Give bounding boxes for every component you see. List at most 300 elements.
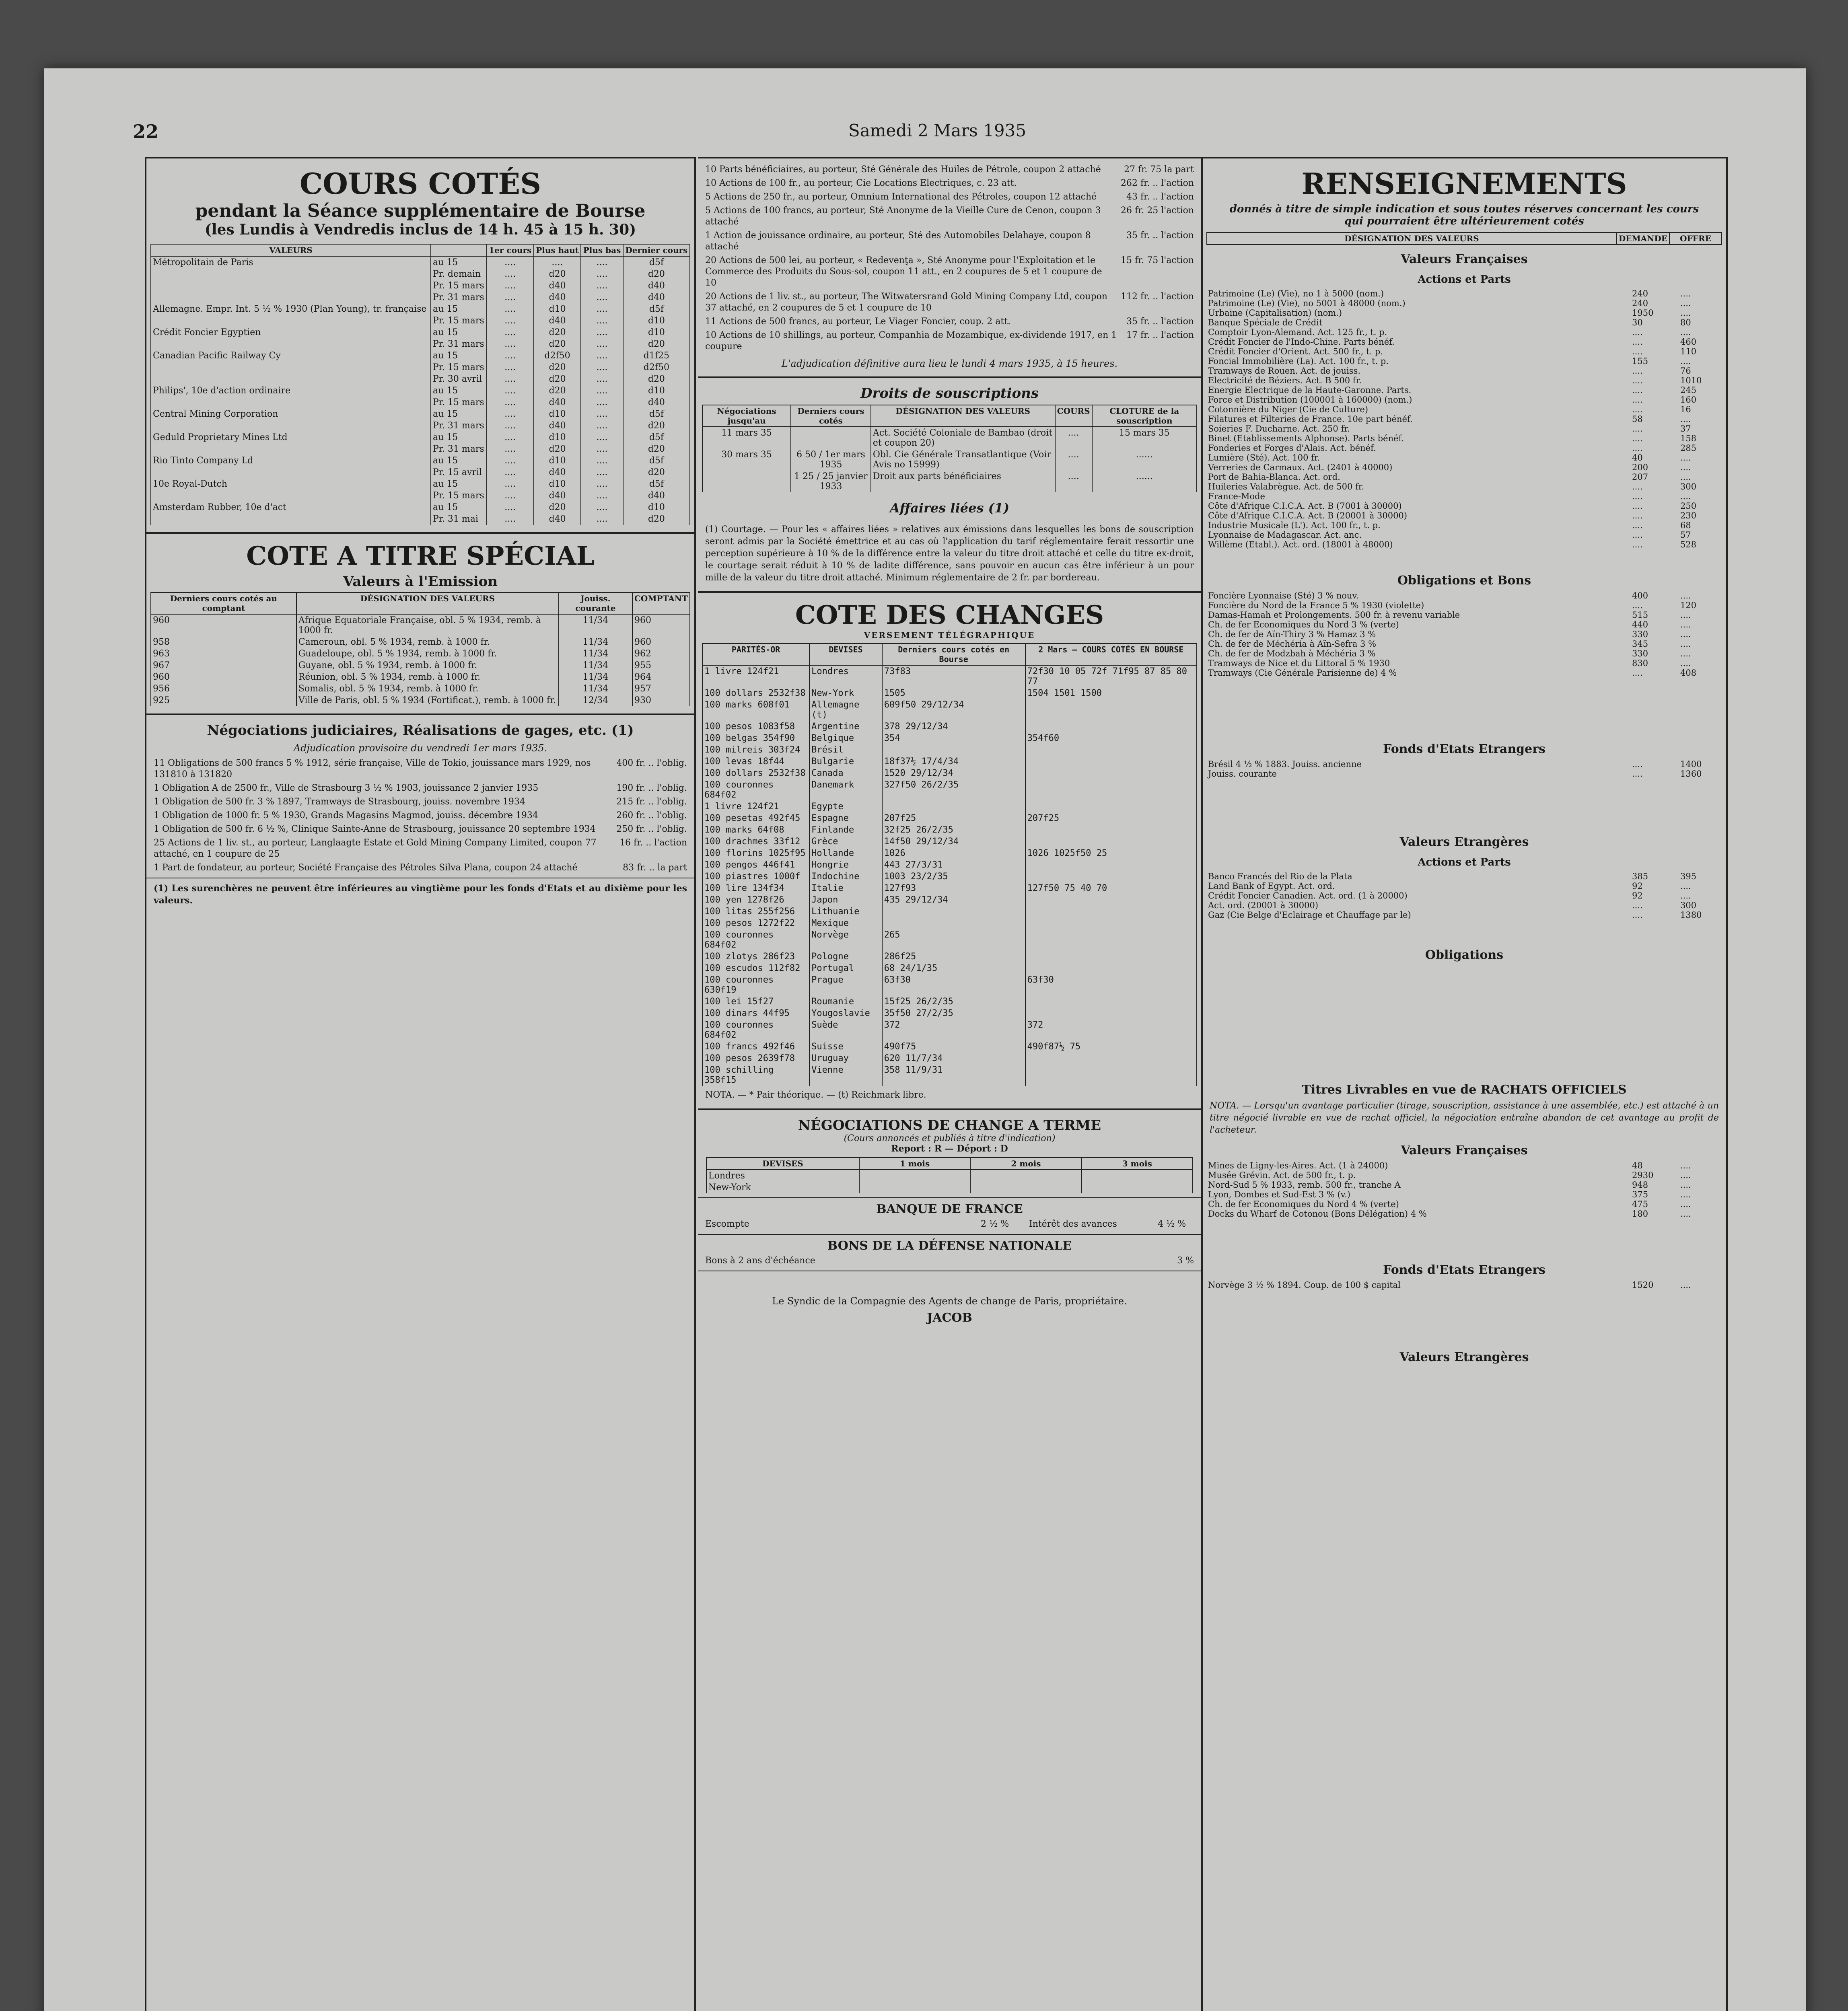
table-row [151,432,690,443]
demande-value: .... [1632,443,1643,453]
list-item [1202,1161,1726,1170]
cours-cotes-table [150,244,690,525]
demande-value: 330 [1632,649,1648,658]
table-cell [151,373,431,385]
offre-value: .... [1680,356,1691,366]
table-cell: 100 belgas 354f90 [702,732,809,744]
table-cell: Allemagne (t) [809,699,882,721]
table-cell: d5f [623,256,690,268]
table-cell: Pr. 15 mars [431,315,487,327]
table-cell: Bulgarie [809,756,882,767]
valeur-name: Ch. de fer de Méchéria à Aïn-Sefra 3 % [1208,639,1377,649]
table-cell: Pr. 31 mars [431,338,487,350]
table-cell: 1 livre 124f21 [702,665,809,687]
table-cell: 372 [882,1019,1025,1041]
banque-rates [705,1219,1194,1230]
table-cell: 265 [882,929,1025,951]
table-cell: Geduld Proprietary Mines Ltd [151,432,431,443]
valeur-name: Ch. de fer Economiques du Nord 4 % (verte) [1208,1199,1399,1209]
demande-value: .... [1632,482,1643,491]
lot-price: 190 fr. .. l'oblig. [616,783,687,793]
table-cell: .... [487,280,534,292]
list-item [1202,395,1726,405]
offre-value: .... [1680,1209,1691,1219]
table-cell: .... [581,443,623,455]
table-cell: Métropolitain de Paris [151,256,431,268]
table-cell: d40 [534,280,581,292]
offre-value: 120 [1680,600,1697,610]
table-cell: d10 [534,478,581,490]
offre-value: .... [1680,298,1691,308]
table-cell [970,1170,1081,1182]
table-cell: d10 [623,315,690,327]
table-cell: ...... [1092,471,1197,492]
table-cell: .... [581,455,623,467]
demande-value: .... [1632,530,1643,540]
offre-value: .... [1680,453,1691,463]
rachats-title: Titres Livrables en vue de RACHATS OFFICIELS [1302,1083,1627,1097]
demande-value: 345 [1632,639,1648,649]
table-cell: d2f50 [623,362,690,373]
table-cell: .... [581,420,623,432]
table-row [702,779,1197,801]
negociations-footnote: (1) Les surenchères ne peuvent être inférieures au vingtième pour les fonds d'Etats et au dixième pour les valeurs. [154,883,687,906]
offre-value: .... [1680,1190,1691,1199]
avances-label: Intérêt des avances [1029,1219,1117,1229]
table-cell [1025,767,1197,779]
table-cell: .... [581,373,623,385]
offre-value: .... [1680,308,1691,318]
table-row [151,373,690,385]
list-item [1202,769,1726,779]
demande-value: 2930 [1632,1170,1654,1180]
valeur-name: Mines de Ligny-les-Aires. Act. (1 à 24000) [1208,1161,1388,1170]
renseignements-fonds-list [1202,759,1726,779]
table-row [706,1170,1193,1182]
table-cell: .... [487,338,534,350]
column-header: Dernier cours [623,244,690,256]
table-cell: Pr. 30 avril [431,373,487,385]
table-row [151,614,690,636]
valeur-name: Binet (Etablissements Alphonse). Parts bénéf. [1208,434,1404,443]
valeur-name: Filatures et Filteries de France. 10e part bénéf. [1208,414,1413,424]
table-row [151,397,690,408]
table-cell: 930 [632,695,690,706]
table-cell [859,1170,970,1182]
sec-valeurs-etrangeres: Valeurs Etrangères [1399,835,1529,849]
table-row [151,648,690,660]
table-row [151,660,690,671]
table-row [702,894,1197,906]
demande-value: .... [1632,901,1643,910]
lot-description: 20 Actions de 1 liv. st., au porteur, The Witwatersrand Gold Mining Company Ltd, coupon 37 attaché, en 2 coupures de 5 et 1 coupure de 10 [705,292,1107,313]
offre-value: .... [1680,414,1691,424]
table-cell: .... [581,478,623,490]
table-cell: 1520 29/12/34 [882,767,1025,779]
table-cell: Hollande [809,847,882,859]
lot-price: 262 fr. .. l'action [1120,178,1194,188]
table-cell: 72f30 10 05 72f 71f95 87 85 80 77 [1025,665,1197,687]
table-cell [1025,801,1197,812]
table-cell [1025,1008,1197,1019]
lot-price: 83 fr. .. la part [623,863,687,873]
table-cell: d20 [534,268,581,280]
table-cell [1082,1170,1193,1182]
lot-item [154,837,687,860]
lot-description: 10 Parts bénéficiaires, au porteur, Sté Générale des Huiles de Pétrole, coupon 2 attaché [705,164,1101,175]
offre-value: 1360 [1680,769,1702,779]
table-cell: au 15 [431,502,487,513]
table-row [151,385,690,397]
table-row [151,303,690,315]
table-cell: Danemark [809,779,882,801]
table-cell [1025,836,1197,847]
column-header: 1 mois [859,1158,970,1170]
valeur-name: Côte d'Afrique C.I.C.A. Act. B (7001 à 30000) [1208,501,1402,511]
offre-value: 110 [1680,347,1697,356]
table-cell: .... [581,502,623,513]
valeur-name: Industrie Musicale (L'). Act. 100 fr., t. p. [1208,520,1381,530]
table-cell: 100 francs 492f46 [702,1041,809,1053]
table-row [151,636,690,648]
demande-value: 240 [1632,289,1648,298]
sec-valeurs-etrangeres-2: Valeurs Etrangères [1399,1350,1529,1364]
table-cell: 11/34 [559,683,632,695]
signature-line: Le Syndic de la Compagnie des Agents de change de Paris, propriétaire. [772,1295,1127,1307]
valeur-name: France-Mode [1208,491,1265,501]
table-row [151,292,690,303]
table-row [151,455,690,467]
table-cell [1082,1182,1193,1193]
negociations-title: Négociations judiciaires, Réalisations de gages, etc. (1) [207,722,634,738]
list-item [1202,356,1726,366]
list-item [1202,881,1726,891]
list-item [1202,366,1726,376]
table-row [151,513,690,525]
table-cell: 100 levas 18f44 [702,756,809,767]
table-cell: au 15 [431,303,487,315]
table-row [702,732,1197,744]
table-cell: d20 [623,373,690,385]
table-cell: .... [581,362,623,373]
valeur-name: Cotonnière du Niger (Cie de Culture) [1208,405,1369,414]
lot-description: 10 Actions de 10 shillings, au porteur, Companhia de Mozambique, ex-dividende 1917, en 1 coupure [705,330,1117,352]
table-cell: 1 25 / 25 janvier 1933 [791,471,871,492]
table-cell [970,1182,1081,1193]
table-row [702,744,1197,756]
table-cell: .... [487,490,534,502]
demande-value: .... [1632,769,1643,779]
table-cell: 100 pesetas 492f45 [702,812,809,824]
table-cell: 435 29/12/34 [882,894,1025,906]
table-cell: 1026 1025f50 25 [1025,847,1197,859]
valeur-name: Banco Francés del Rio de la Plata [1208,872,1352,881]
list-item [1202,600,1726,610]
table-cell: Pologne [809,951,882,962]
valeur-name: Ch. de fer Economiques du Nord 3 % (verte) [1208,620,1399,629]
table-cell: 127f93 [882,882,1025,894]
table-cell: Pr. 31 mai [431,513,487,525]
demande-value: 40 [1632,453,1643,463]
table-cell: 490f75 [882,1041,1025,1053]
table-cell [859,1182,970,1193]
table-cell: .... [581,350,623,362]
demande-value: 375 [1632,1190,1648,1199]
droits-title: Droits de souscriptions [860,385,1039,401]
valeur-name: Nord-Sud 5 % 1933, remb. 500 fr., tranche A [1208,1180,1401,1190]
table-cell: d40 [534,315,581,327]
offre-value: 160 [1680,395,1697,405]
column-header: PARITÉS-OR [702,644,809,665]
table-cell: .... [487,397,534,408]
table-cell: Guadeloupe, obl. 5 % 1934, remb. à 1000 fr. [296,648,559,660]
valeur-name: Tramways de Nice et du Littoral 5 % 1930 [1208,658,1390,668]
table-cell: 1504 1501 1500 [1025,687,1197,699]
table-cell: .... [581,268,623,280]
table-cell [791,427,871,449]
column-header: DEMANDE [1617,232,1669,245]
table-cell [1025,906,1197,917]
change-terme-title: NÉGOCIATIONS DE CHANGE A TERME [798,1117,1101,1133]
table-cell: Central Mining Corporation [151,408,431,420]
lot-item [705,205,1194,228]
list-item [1202,318,1726,327]
demande-value: .... [1632,405,1643,414]
table-cell: .... [581,338,623,350]
valeur-name: Jouiss. courante [1208,769,1277,779]
column-header: Derniers cours cotés [791,405,871,427]
offre-value: 37 [1680,424,1691,434]
column-header: DÉSIGNATION DES VALEURS [871,405,1055,427]
list-item [1202,1190,1726,1199]
table-row [151,671,690,683]
demande-value: .... [1632,491,1643,501]
lot-item [705,191,1194,203]
table-row [151,502,690,513]
table-row [151,695,690,706]
valeur-name: Soieries F. Ducharne. Act. 250 fr. [1208,424,1350,434]
column-header: Jouiss. courante [559,592,632,614]
offre-value: .... [1680,1180,1691,1190]
table-cell: Réunion, obl. 5 % 1934, remb. à 1000 fr. [296,671,559,683]
offre-value: 68 [1680,520,1691,530]
table-cell: 100 florins 1025f95 [702,847,809,859]
table-cell: Obl. Cie Générale Transatlantique (Voir Avis no 15999) [871,449,1055,471]
demande-value: .... [1632,376,1643,385]
table-row [702,882,1197,894]
table-cell: d20 [534,362,581,373]
demande-value: 155 [1632,356,1648,366]
table-row [706,1182,1193,1193]
valeur-name: Force et Distribution (100001 à 160000) (nom.) [1208,395,1412,405]
list-item [1202,501,1726,511]
offre-value: .... [1680,610,1691,620]
bons-label: Bons à 2 ans d'échéance [705,1256,815,1266]
table-row [702,917,1197,929]
sec-actions-parts-2: Actions et Parts [1418,856,1511,868]
table-cell: d20 [534,443,581,455]
offre-value: 230 [1680,511,1697,520]
column-header: 2 mois [970,1158,1081,1170]
list-item [1202,308,1726,318]
table-cell: 11/34 [559,648,632,660]
renseignements-header [1206,232,1722,245]
table-cell [1025,1053,1197,1064]
table-cell: d40 [534,397,581,408]
valeur-name: Fonderies et Forges d'Alais. Act. bénéf. [1208,443,1376,453]
offre-value: .... [1680,620,1691,629]
table-cell: 207f25 [1025,812,1197,824]
table-cell [882,906,1025,917]
lot-description: 1 Obligation A de 2500 fr., Ville de Strasbourg 3 ½ % 1903, jouissance 2 janvier 1935 [154,783,539,793]
table-cell: Amsterdam Rubber, 10e d'act [151,502,431,513]
table-cell: Droit aux parts bénéficiaires [871,471,1055,492]
table-cell: 100 lei 15f27 [702,996,809,1008]
table-cell: .... [581,397,623,408]
table-cell: .... [581,467,623,478]
list-item [1202,610,1726,620]
demande-value: 515 [1632,610,1648,620]
lot-description: 1 Obligation de 1000 fr. 5 % 1930, Grands Magasins Magmod, jouiss. décembre 1934 [154,810,538,820]
list-item [1202,337,1726,347]
demande-value: 830 [1632,658,1648,668]
list-item [1202,1170,1726,1180]
table-cell: 73f83 [882,665,1025,687]
table-cell: 354 [882,732,1025,744]
affaires-liees: Affaires liées (1) [889,500,1010,516]
renseignements-etrangeres-list [1202,872,1726,920]
table-cell: Egypte [809,801,882,812]
table-cell: 925 [151,695,296,706]
table-row [702,1064,1197,1086]
table-row [702,847,1197,859]
column-header: Derniers cours cotés en Bourse [882,644,1025,665]
table-cell [1025,996,1197,1008]
column-header: 1er cours [487,244,534,256]
table-cell: .... [487,362,534,373]
table-cell: ...... [1092,449,1197,471]
table-cell: d20 [623,513,690,525]
lot-price: 27 fr. 75 la part [1124,164,1194,175]
list-item [1202,385,1726,395]
table-cell: Londres [706,1170,859,1182]
rachats-fonds-list [1202,1280,1726,1290]
lot-item [705,164,1194,175]
table-cell: Suisse [809,1041,882,1053]
table-cell: 11/34 [559,671,632,683]
table-cell: 100 couronnes 684f02 [702,1019,809,1041]
table-cell: au 15 [431,455,487,467]
lot-price: 35 fr. .. l'action [1126,317,1194,327]
offre-value: 76 [1680,366,1691,376]
column-header: COURS [1055,405,1092,427]
titre-special-title: COTE A TITRE SPÉCIAL [246,541,595,571]
sec-fonds-etats: Fonds d'Etats Etrangers [1383,742,1545,756]
valeur-name: Electricité de Béziers. Act. B 500 fr. [1208,376,1362,385]
sec-obligations-bons: Obligations et Bons [1397,574,1531,588]
table-row [702,767,1197,779]
demande-value: 30 [1632,318,1643,327]
demande-value: 180 [1632,1209,1648,1219]
table-cell: 12/34 [559,695,632,706]
column-header: VALEURS [151,244,431,256]
offre-value: .... [1680,629,1691,639]
column-header [431,244,487,256]
table-cell: Guyane, obl. 5 % 1934, remb. à 1000 fr. [296,660,559,671]
valeur-name: Tramways de Rouen. Act. de jouiss. [1208,366,1361,376]
table-cell [1025,1064,1197,1086]
table-cell [882,917,1025,929]
offre-value: 285 [1680,443,1697,453]
table-cell: 10e Royal-Dutch [151,478,431,490]
list-item [1202,1209,1726,1219]
table-cell [702,471,791,492]
list-item [1202,453,1726,463]
table-row [151,408,690,420]
table-cell: d40 [534,513,581,525]
lot-price: 400 fr. .. l'oblig. [616,758,687,768]
table-cell: .... [581,327,623,338]
lot-description: 5 Actions de 100 francs, au porteur, Sté Anonyme de la Vieille Cure de Cenon, coupon 3 attaché [705,206,1101,227]
table-cell: d5f [623,455,690,467]
table-cell: 963 [151,648,296,660]
offre-value: 250 [1680,501,1697,511]
table-row [702,871,1197,882]
table-cell [1025,929,1197,951]
table-cell: Pr. 31 mars [431,292,487,303]
sec-valeurs-francaises-2: Valeurs Françaises [1401,1143,1528,1158]
table-cell: .... [487,408,534,420]
demande-value: 385 [1632,872,1648,881]
list-item [1202,424,1726,434]
valeur-name: Crédit Foncier de l'Indo-Chine. Parts bénéf. [1208,337,1395,347]
offre-value: .... [1680,472,1691,482]
adjudication-provisoire: Adjudication provisoire du vendredi 1er mars 1935. [293,742,547,754]
offre-value: 460 [1680,337,1697,347]
table-cell: Hongrie [809,859,882,871]
adjudication-definitive: L'adjudication définitive aura lieu le lundi 4 mars 1935, à 15 heures. [781,358,1118,369]
demande-value: .... [1632,501,1643,511]
list-item [1202,405,1726,414]
lot-item [154,758,687,780]
offre-value: 408 [1680,668,1697,678]
valeur-name: Musée Grévin. Act. de 500 fr., t. p. [1208,1170,1356,1180]
table-cell: d2f50 [534,350,581,362]
table-cell: d20 [623,338,690,350]
table-cell: 378 29/12/34 [882,721,1025,732]
lot-description: 25 Actions de 1 liv. st., au porteur, Langlaagte Estate et Gold Mining Company Limited, coupon 77 attaché, en 1 coupure de 25 [154,838,597,859]
table-cell: 35f50 27/2/35 [882,1008,1025,1019]
table-cell: 6 50 / 1er mars 1935 [791,449,871,471]
table-row [702,1053,1197,1064]
table-cell: Crédit Foncier Egyptien [151,327,431,338]
table-cell [151,292,431,303]
table-row [702,1019,1197,1041]
demande-value: .... [1632,424,1643,434]
table-row [702,974,1197,996]
table-cell: d40 [623,292,690,303]
table-cell: 358 11/9/31 [882,1064,1025,1086]
table-cell: 620 11/7/34 [882,1053,1025,1064]
valeur-name: Côte d'Afrique C.I.C.A. Act. B (20001 à 30000) [1208,511,1408,520]
valeur-name: Damas-Hamah et Prolongements. 500 fr. à revenu variable [1208,610,1460,620]
valeur-name: Lyonnaise de Madagascar. Act. anc. [1208,530,1362,540]
list-item [1202,511,1726,520]
valeur-name: Huileries Valabrègue. Act. de 500 fr. [1208,482,1364,491]
valeur-name: Foncière du Nord de la France 5 % 1930 (violette) [1208,600,1424,610]
changes-note: NOTA. — * Pair théorique. — (t) Reichmark libre. [705,1090,926,1100]
table-cell: d20 [623,467,690,478]
